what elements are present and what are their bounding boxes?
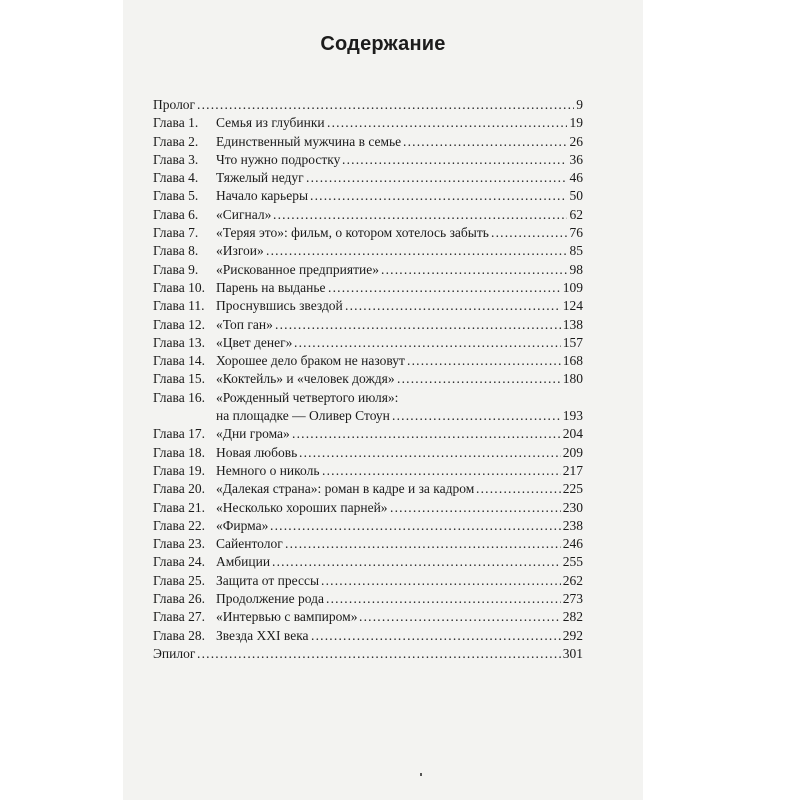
toc-entry-label: Глава 27. [153, 609, 205, 625]
toc-entry-label: Глава 4. [153, 170, 199, 186]
toc-entry-page-number: 273 [562, 591, 583, 607]
toc-entry-label: Глава 12. [153, 316, 205, 332]
toc-entry [153, 133, 583, 151]
toc-entry-label: Глава 2. [153, 133, 199, 149]
toc-entry [153, 96, 583, 114]
toc-entry [153, 535, 583, 553]
toc-entry-label: Глава 15. [153, 371, 205, 387]
toc-entry-title: «Несколько хороших парней» [216, 499, 388, 515]
toc-entry [153, 279, 583, 297]
toc-entry [153, 480, 583, 498]
toc-entry-leader-dots [270, 517, 561, 535]
toc-entry-page-number: 124 [562, 298, 583, 314]
toc-entry [153, 224, 583, 242]
toc-entry-label: Глава 5. [153, 188, 199, 204]
toc-entry-page-number: 204 [562, 426, 583, 442]
toc-entry-page-number: 292 [562, 627, 583, 643]
toc-entry-leader-dots [299, 444, 561, 462]
toc-entry-title: Что нужно подростку [216, 151, 341, 167]
toc-entry-leader-dots [294, 334, 561, 352]
toc-entry-label: Глава 7. [153, 225, 199, 241]
toc-entry [153, 553, 583, 571]
toc-entry [153, 389, 583, 426]
toc-entry-page-number: 138 [562, 316, 583, 332]
toc-entry-page-number: 193 [562, 408, 583, 424]
toc-entry [153, 462, 583, 480]
toc-entry-title: Начало карьеры [216, 188, 309, 204]
toc-entry-title: «Дни грома» [216, 426, 290, 442]
toc-entry-title: «Топ ган» [216, 316, 273, 332]
toc-entry-label: Глава 20. [153, 481, 205, 497]
toc-entry-title: Амбиции [216, 554, 271, 570]
toc-entry [153, 370, 583, 388]
toc-entry [153, 608, 583, 626]
toc-entry-page-number: 255 [562, 554, 583, 570]
toc-entry-label: Глава 17. [153, 426, 205, 442]
toc-entry-label: Глава 13. [153, 334, 205, 350]
toc-entry-label: Глава 26. [153, 591, 205, 607]
toc-entry-label: Глава 18. [153, 444, 205, 460]
toc-entry-title: «Сигнал» [216, 206, 272, 222]
toc-entry-leader-dots [197, 96, 574, 114]
toc-entry-label: Глава 3. [153, 151, 199, 167]
toc-entry-leader-dots [476, 480, 561, 498]
toc-entry-leader-dots [407, 352, 561, 370]
toc-entry-page-number: 62 [569, 206, 583, 222]
toc-entry-label: Глава 21. [153, 499, 205, 515]
toc-entry-label: Глава 25. [153, 572, 205, 588]
toc-entry-leader-dots [403, 133, 567, 151]
toc-entry-title: «Рожденный четвертого июля»: [216, 389, 399, 405]
toc-entry-title: «Изгои» [216, 243, 264, 259]
toc-entry [153, 645, 583, 663]
toc-entry-leader-dots [273, 206, 567, 224]
toc-entry-label: Глава 24. [153, 554, 205, 570]
toc-entry-title: Единственный мужчина в семье [216, 133, 402, 149]
toc-entry-page-number: 26 [569, 133, 583, 149]
toc-entry-page-number: 217 [562, 462, 583, 478]
toc-entry [153, 627, 583, 645]
toc-entry-title-continued: на площадке — Оливер Стоун [216, 408, 390, 424]
toc-entry-title: «Коктейль» и «человек дождя» [216, 371, 395, 387]
toc-entry [153, 114, 583, 132]
toc-entry [153, 590, 583, 608]
toc-entry-label: Глава 10. [153, 279, 205, 295]
toc-entry-leader-dots [491, 224, 567, 242]
toc-entry-title: «Теряя это»: фильм, о котором хотелось забыть [216, 225, 489, 241]
toc-entry-page-number: 76 [569, 225, 583, 241]
toc-entry-label: Пролог [153, 97, 196, 112]
toc-entry-page-number: 50 [569, 188, 583, 204]
toc-entry [153, 517, 583, 535]
toc-entry-page-number: 98 [569, 261, 583, 277]
toc-entry-leader-dots [392, 407, 561, 425]
toc-entry-title: Продолжение рода [216, 591, 324, 607]
toc-entry-title: Новая любовь [216, 444, 298, 460]
toc-entry-leader-dots [266, 242, 567, 260]
toc-entry-page-number: 238 [562, 517, 583, 533]
toc-entry-leader-dots [321, 572, 561, 590]
toc-entry-leader-dots [327, 114, 567, 132]
toc-entry-page-number: 225 [562, 481, 583, 497]
toc-entry-leader-dots [275, 316, 561, 334]
toc-entry-page-number: 301 [562, 645, 583, 661]
toc-entry-leader-dots [326, 590, 561, 608]
toc-entry-leader-dots [397, 370, 561, 388]
toc-entry-label: Глава 1. [153, 115, 199, 131]
toc-entry [153, 499, 583, 517]
toc-entry-title: Тяжелый недуг [216, 170, 304, 186]
toc-entry-leader-dots [272, 553, 561, 571]
toc-entry-title: «Рискованное предприятие» [216, 261, 379, 277]
toc-entry [153, 297, 583, 315]
toc-entry-leader-dots [285, 535, 561, 553]
toc-entry-page-number: 9 [576, 97, 583, 112]
toc-entry-page-number: 230 [562, 499, 583, 515]
toc-entry [153, 206, 583, 224]
toc-entry [153, 261, 583, 279]
toc-entry-label: Глава 28. [153, 627, 205, 643]
toc-entry-label: Эпилог [153, 645, 196, 661]
toc-entry-title: «Цвет денег» [216, 334, 293, 350]
toc-entry-leader-dots [311, 627, 561, 645]
toc-entry-leader-dots [197, 645, 561, 663]
toc-entry-leader-dots [322, 462, 561, 480]
page-title: Содержание [320, 33, 446, 55]
toc-entry-title: Сайентолог [216, 536, 283, 552]
toc-entry-page-number: 246 [562, 536, 583, 552]
toc-entry-page-number: 85 [569, 243, 583, 259]
toc-entry-label: Глава 11. [153, 298, 205, 314]
book-page [123, 0, 643, 800]
toc-entry-page-number: 282 [562, 609, 583, 625]
toc-entry [153, 425, 583, 443]
toc-entry [153, 187, 583, 205]
toc-entry-leader-dots [381, 261, 567, 279]
toc-entry-title: «Интервью с вампиром» [216, 609, 358, 625]
toc-entry-page-number: 19 [569, 115, 583, 131]
toc-entry [153, 242, 583, 260]
toc-entry-title: «Фирма» [216, 517, 269, 533]
toc-entry [153, 572, 583, 590]
toc-entry-leader-dots [306, 169, 567, 187]
toc-entry-page-number: 209 [562, 444, 583, 460]
toc-entry-page-number: 180 [562, 371, 583, 387]
toc-entry [153, 352, 583, 370]
toc-entry-label: Глава 9. [153, 261, 199, 277]
toc-entry [153, 151, 583, 169]
toc-entry-title: Проснувшись звездой [216, 298, 343, 314]
toc-entry-title: Парень на выданье [216, 279, 326, 295]
toc-entry-leader-dots [292, 425, 561, 443]
toc-entry-page-number: 157 [562, 334, 583, 350]
toc-entry-page-number: 262 [562, 572, 583, 588]
toc-entry-leader-dots [328, 279, 561, 297]
toc-entry-label: Глава 6. [153, 206, 199, 222]
toc-entry-leader-dots [345, 297, 561, 315]
toc-entry-label: Глава 8. [153, 243, 199, 259]
toc-entry-title: «Далекая страна»: роман в кадре и за кадром [216, 481, 475, 497]
toc-entry-label: Глава 19. [153, 462, 205, 478]
toc-entry-leader-dots [310, 187, 567, 205]
toc-entry-label: Глава 16. [153, 389, 205, 405]
toc-entry-leader-dots [390, 499, 561, 517]
toc-entry [153, 444, 583, 462]
print-speck [420, 773, 422, 776]
toc-entry [153, 334, 583, 352]
toc-entry-label: Глава 14. [153, 353, 205, 369]
table-of-contents [153, 96, 583, 663]
toc-entry [153, 169, 583, 187]
toc-entry-title: Хорошее дело браком не назовут [216, 353, 405, 369]
toc-entry-page-number: 36 [569, 151, 583, 167]
toc-entry-title: Звезда XXI века [216, 627, 309, 643]
toc-entry-label: Глава 23. [153, 536, 205, 552]
toc-entry-label: Глава 22. [153, 517, 205, 533]
toc-entry-leader-dots [342, 151, 567, 169]
toc-entry-leader-dots [359, 608, 561, 626]
toc-entry-title: Защита от прессы [216, 572, 320, 588]
toc-entry [153, 316, 583, 334]
toc-entry-page-number: 109 [562, 279, 583, 295]
toc-entry-title: Немного о николь [216, 462, 320, 478]
toc-entry-page-number: 46 [569, 170, 583, 186]
toc-entry-page-number: 168 [562, 353, 583, 369]
toc-entry-title: Семья из глубинки [216, 115, 325, 131]
